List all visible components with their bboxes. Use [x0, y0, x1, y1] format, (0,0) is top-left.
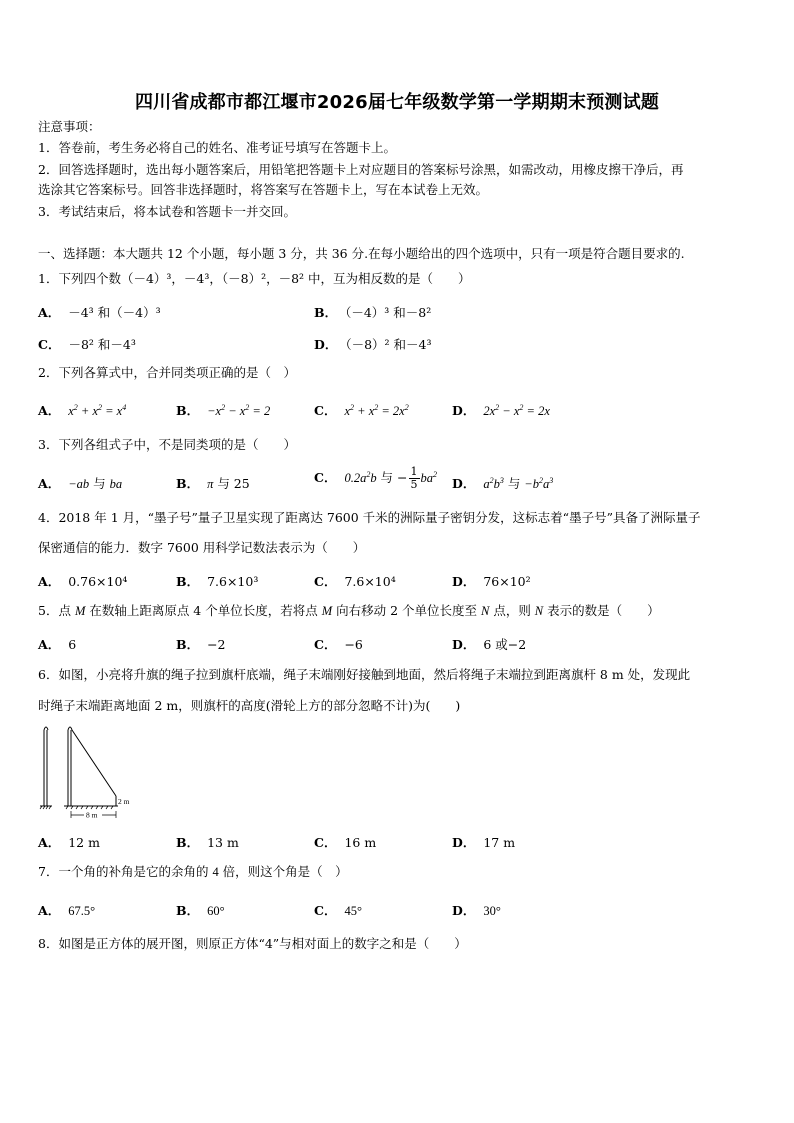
notice-heading: 注意事项：	[38, 119, 101, 134]
fig-width-label: 8 m	[86, 810, 98, 820]
q6-stem-line2: 时绳子末端距离地面 2 m，则旗杆的高度(滑轮上方的部分忽略不计)为( )	[38, 698, 461, 713]
q4-option-a: A． 0.76×10⁴	[38, 574, 128, 589]
q1-option-c: C． －8² 和－4³	[38, 337, 136, 352]
q1-option-d: D． （－8）² 和－4³	[314, 337, 432, 352]
q1-stem: 1．下列四个数（－4）³，－4³，（－8）²，－8² 中，互为相反数的是（ ）	[38, 271, 471, 286]
q4-stem-line2: 保密通信的能力．数字 7600 用科学记数法表示为（ ）	[38, 540, 366, 555]
q5-stem: 5．点 M 在数轴上距离原点 4 个单位长度，若将点 M 向右移动 2 个单位长度至 N 点，则 N 表示的数是（ ）	[38, 603, 660, 618]
q5-option-c: C． −6	[314, 637, 363, 652]
q3-option-b: B． π 与 25	[176, 476, 250, 491]
q2-option-c: C． $x^2 + x^2 = 2x^2$	[314, 402, 409, 418]
q2-option-b: B． $-x^2 - x^2 = 2$	[176, 402, 271, 418]
q7-option-d: D． 30°	[452, 903, 501, 918]
q4-option-b: B． 7.6×10³	[176, 574, 259, 589]
q5-option-a: A． 6	[38, 637, 77, 652]
q6-option-a: A． 12 m	[38, 835, 100, 850]
q8-stem: 8．如图是正方体的展开图，则原正方体“4”与相对面上的数字之和是（ ）	[38, 936, 467, 951]
fig-height-label: 2 m	[118, 797, 130, 806]
q4-option-d: D． 76×10²	[452, 574, 531, 589]
q3-stem: 3．下列各组式子中，不是同类项的是（ ）	[38, 437, 296, 452]
q5-option-d: D． 6 或−2	[452, 637, 527, 652]
page-title: 四川省成都市都江堰市2026届七年级数学第一学期期末预测试题	[134, 92, 660, 113]
q3-option-a: A． −ab 与 ba	[38, 476, 123, 491]
q1-option-b: B． （－4）³ 和－8²	[314, 305, 432, 320]
q7-option-a: A． 67.5°	[38, 903, 96, 918]
q7-stem: 7．一个角的补角是它的余角的 4 倍，则这个角是（ ）	[38, 864, 348, 879]
q1-option-a: A． －4³ 和（－4）³	[38, 305, 161, 320]
q5-option-b: B． −2	[176, 637, 226, 652]
q7-option-c: C． 45°	[314, 903, 362, 918]
q2-option-d: D． $2x^2 - x^2 = 2x$	[452, 402, 550, 418]
q4-option-c: C． 7.6×10⁴	[314, 574, 396, 589]
notice-item-1: 1．答卷前，考生务必将自己的姓名、准考证号填写在答题卡上。	[38, 140, 396, 155]
q2-stem: 2．下列各算式中，合并同类项正确的是（ ）	[38, 365, 296, 380]
notice-item-2-cont: 选涂其它答案标号。回答非选择题时，将答案写在答题卡上，写在本试卷上无效。	[38, 182, 489, 197]
q6-stem-line1: 6．如图，小亮将升旗的绳子拉到旗杆底端，绳子末端刚好接触到地面，然后将绳子末端拉到距离旗杆 8 m 处，发现此	[38, 667, 691, 682]
q6-option-b: B． 13 m	[176, 835, 239, 850]
q7-option-b: B． 60°	[176, 903, 225, 918]
q6-option-d: D． 17 m	[452, 835, 516, 850]
q2-option-a: A． $x^2 + x^2 = x^4$	[38, 402, 127, 418]
q4-stem-line1: 4．2018 年 1 月，“墨子号”量子卫星实现了距离达 7600 千米的洲际量子密钥分发，这标志着“墨子号”具备了洲际量子	[38, 510, 701, 525]
section-heading: 一、选择题：本大题共 12 个小题，每小题 3 分，共 36 分.在每小题给出的四个选项中，只有一项是符合题目要求的.	[38, 246, 685, 261]
notice-item-3: 3．考试结束后，将本试卷和答题卡一并交回。	[38, 204, 296, 219]
notice-item-2: 2．回答选择题时，选出每小题答案后，用铅笔把答题卡上对应题目的答案标号涂黑，如需改动，用橡皮擦干净后，再	[38, 162, 684, 177]
q3-option-c: C． $0.2a^2b$ 与 − $\frac{1}{5}$ $ba^2$	[314, 465, 437, 491]
q3-option-d: D． $a^2b^3$ 与 $-b^2a^3$	[452, 475, 554, 491]
q6-option-c: C． 16 m	[314, 835, 377, 850]
flagpole-figure	[38, 724, 128, 820]
